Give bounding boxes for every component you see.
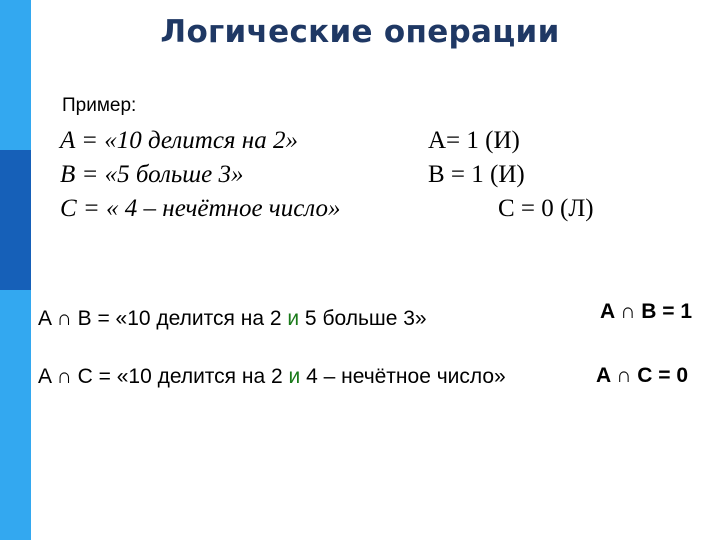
expression-a-and-b xyxy=(38,307,427,331)
result-a-and-c: A ∩ C = 0 xyxy=(596,364,688,387)
example-label: Пример: xyxy=(62,95,137,116)
result-a-and-b: A ∩ B = 1 xyxy=(600,300,692,323)
expression-text: 4 – нечётное число» xyxy=(300,365,506,388)
expression-a-and-c xyxy=(38,365,506,389)
conjunction-word: и xyxy=(288,365,301,388)
conjunction-word: и xyxy=(287,307,300,330)
left-accent-stripe-dark xyxy=(0,150,31,290)
expression-text: A ∩ B = «10 делится на 2 xyxy=(38,307,288,330)
value-c: C = 0 (Л) xyxy=(498,195,594,222)
slide-title: Логические операции xyxy=(160,14,560,50)
statement-c: C = « 4 – нечётное число» xyxy=(60,195,341,222)
statement-a: A = «10 делится на 2» xyxy=(60,127,298,154)
value-b: B = 1 (И) xyxy=(428,161,525,188)
expression-text: A ∩ C = «10 делится на 2 xyxy=(38,365,289,388)
statement-b: B = «5 больше 3» xyxy=(60,161,244,188)
value-a: A= 1 (И) xyxy=(428,127,520,154)
expression-text: 5 больше 3» xyxy=(299,307,427,330)
